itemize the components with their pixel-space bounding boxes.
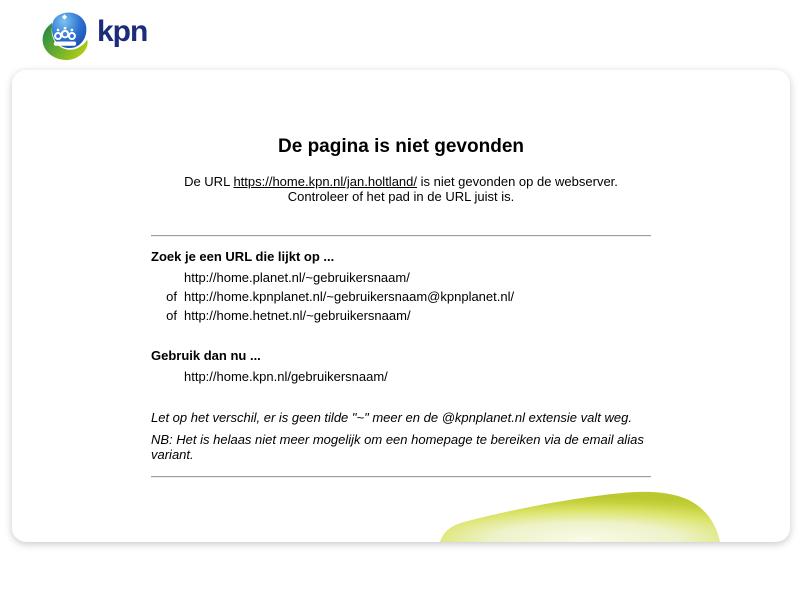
divider-top	[151, 235, 651, 237]
intro-suffix: is niet gevonden op de webserver.	[417, 174, 618, 189]
note-nb: NB: Het is helaas niet meer mogelijk om een homepage te bereiken via de email alias variant.	[151, 432, 644, 462]
kpn-crown-icon	[40, 11, 90, 61]
use-now-heading: Gebruik dan nu ...	[151, 348, 261, 363]
suggestions-list	[151, 268, 651, 325]
divider-bottom	[151, 476, 651, 478]
page-title: De pagina is niet gevonden	[278, 136, 524, 157]
broken-url-link[interactable]: https://home.kpn.nl/jan.holtland/	[233, 174, 417, 189]
kpn-logo[interactable]	[40, 11, 147, 61]
use-now-list	[151, 367, 651, 386]
list-item-prefix: of	[166, 289, 177, 304]
intro-text	[151, 174, 651, 204]
list-item-url: http://home.planet.nl/~gebruikersnaam/	[184, 270, 410, 285]
intro-line2: Controleer of het pad in de URL juist is.	[287, 189, 515, 204]
list-item	[151, 367, 651, 386]
list-item-prefix	[151, 268, 177, 287]
list-item-url: http://home.kpn.nl/gebruikersnaam/	[184, 369, 388, 384]
notes	[151, 410, 651, 462]
list-item	[151, 287, 651, 306]
page-header	[40, 8, 147, 64]
intro-prefix: De URL	[184, 174, 234, 189]
kpn-wordmark: kpn	[97, 15, 148, 48]
list-item	[151, 268, 651, 287]
list-item-prefix: of	[166, 308, 177, 323]
list-item	[151, 306, 651, 325]
suggestions-heading: Zoek je een URL die lijkt op ...	[151, 249, 335, 264]
list-item-url: http://home.hetnet.nl/~gebruikersnaam/	[184, 308, 411, 323]
note-difference: Let op het verschil, er is geen tilde "~" meer en de @kpnplanet.nl extensie valt weg.	[151, 410, 632, 425]
decorative-blob	[440, 490, 722, 542]
error-card	[12, 70, 790, 542]
list-item-url: http://home.kpnplanet.nl/~gebruikersnaam@kpnplanet.nl/	[184, 289, 515, 304]
